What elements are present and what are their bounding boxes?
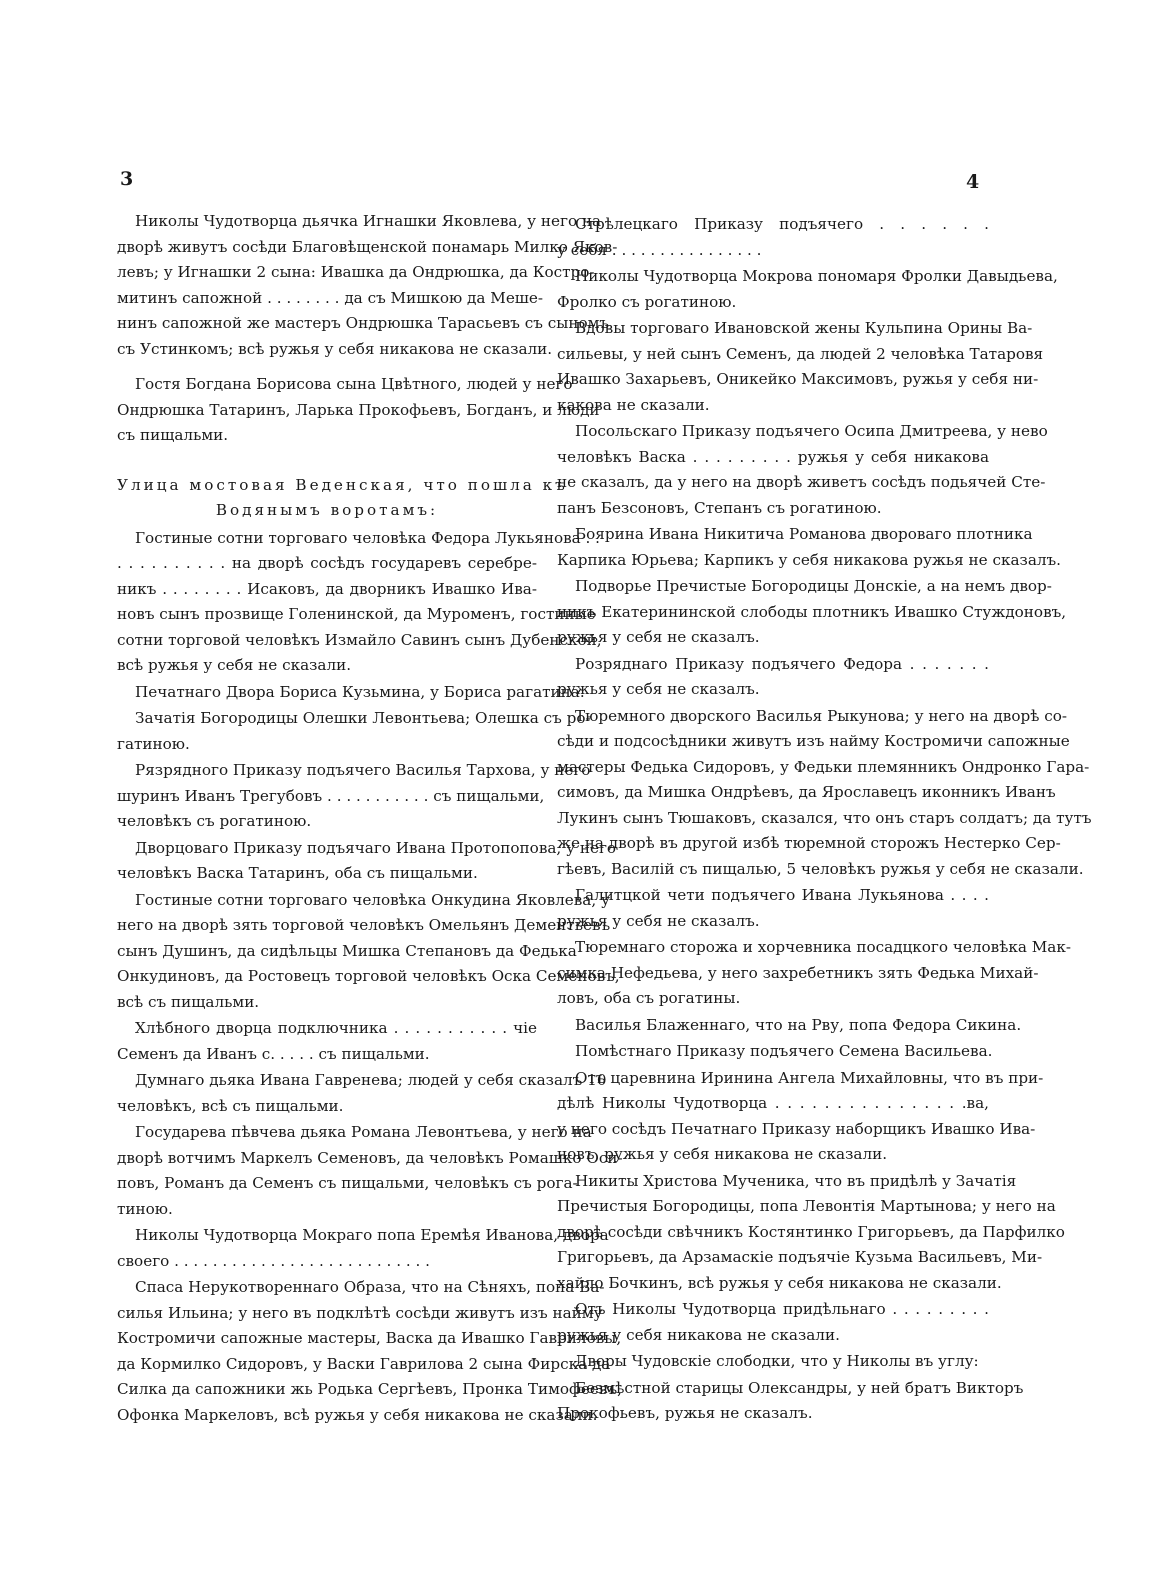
text-line: своего . . . . . . . . . . . . . . . . . . . . . . . . . . .	[117, 1251, 430, 1270]
text-line: панъ Безсоновъ, Степанъ съ рогатиною.	[557, 498, 882, 517]
text-line: Дворцоваго Приказу подъячаго Ивана Протопопова, у него	[135, 838, 617, 857]
paragraph	[557, 1013, 1022, 1039]
text-line: у себя . . . . . . . . . . . . . . . .	[557, 240, 762, 259]
text-line: повъ, Романъ да Семенъ съ пищальми, человѣкъ съ рога-	[117, 1174, 578, 1192]
text-line: митинъ сапожной . . . . . . . . да съ Мишкою да Меше-	[117, 288, 544, 307]
text-line: ружья у себя никакова не сказали.	[557, 1325, 840, 1344]
text-line: Николы Чудотворца дьячка Игнашки Яковлева, у него на	[135, 212, 602, 230]
text-line: Ондрюшка Татаринъ, Ларька Прокофьевъ, Богданъ, и люди	[117, 400, 600, 419]
text-line: ружья у себя не сказалъ.	[557, 628, 760, 646]
text-line: сильевы, у ней сынъ Семенъ, да людей 2 человѣка Татаровя	[557, 344, 1044, 363]
text-line: Розряднаго Приказу подъячего Федора . . . . . . .	[575, 654, 989, 673]
text-line: Боярина Ивана Никитича Романова двороваго плотника	[575, 525, 1033, 543]
text-line: дворѣ вотчимъ Маркелъ Семеновъ, да человѣкъ Ромашко Оси-	[117, 1148, 623, 1167]
text-line: силья Ильина; у него въ подклѣтѣ сосѣди живутъ изъ найму	[117, 1303, 603, 1322]
text-line: Улица мостовая Веденская, что пошла къ	[117, 475, 568, 494]
paragraph	[557, 1349, 989, 1375]
text-line: дворѣ живутъ сосѣди Благовѣщенской понамарь Милко Яков-	[117, 237, 618, 256]
text-line: Думнаго дьяка Ивана Гавренева; людей у себя сказалъ 10	[135, 1071, 607, 1089]
text-line: ружья у себя не сказалъ.	[557, 911, 760, 930]
text-line: Офонка Маркеловъ, всѣ ружья у себя никакова не сказали.	[117, 1405, 598, 1424]
text-line: сѣди и подсосѣдники живутъ изъ найму Костромичи сапожные	[557, 732, 1070, 750]
text-line: симовъ, да Мишка Ондрѣевъ, да Ярославецъ иконникъ Иванъ	[557, 783, 1056, 801]
text-line: . . . . . . . . . . на дворѣ сосѣдъ государевъ серебре-	[117, 554, 537, 572]
text-line: никъ . . . . . . . . Исаковъ, да дворникъ Ивашко Ива-	[117, 579, 537, 598]
paragraph	[117, 209, 618, 362]
paragraph	[557, 264, 1058, 315]
text-line: Гостя Богдана Борисова сына Цвѣтного, людей у него	[135, 375, 573, 393]
text-line: тиною.	[117, 1199, 173, 1218]
text-line: человѣкъ Васка Татаринъ, оба съ пищальми.	[117, 864, 478, 882]
text-line: Тюремнаго сторожа и хорчевника посадцкого человѣка Мак-	[575, 938, 1071, 956]
text-line: мастеры Федька Сидоровъ, у Федьки племянникъ Ондронко Гара-	[557, 757, 1090, 776]
paragraph	[557, 1169, 1065, 1297]
paragraph	[557, 704, 1092, 883]
text-line: шуринъ Иванъ Трегубовъ . . . . . . . . . . . съ пищальми,	[117, 786, 545, 805]
text-line: человѣкъ съ рогатиною.	[117, 812, 312, 830]
text-line: Костромичи сапожные мастеры, Васка да Ивашко Гавриловы,	[117, 1329, 622, 1347]
text-line: Галитцкой чети подъячего Ивана Лукьянова . . . .	[575, 886, 989, 904]
text-line: съ Устинкомъ; всѣ ружья у себя никакова не сказали.	[117, 339, 553, 358]
text-line: Гостиные сотни торговаго человѣка Федора Лукьянова . .	[135, 528, 601, 547]
paragraph	[557, 935, 1071, 1012]
text-line: Стрѣлецкаго Приказу подъячего . . . . . .	[575, 215, 989, 233]
text-line: сотни торговой человѣкъ Измайло Савинъ сынъ Дубенской,	[117, 630, 602, 649]
text-line: Никиты Христова Мученика, что въ придѣлѣ у Зачатія	[575, 1171, 1017, 1190]
paragraph	[117, 680, 585, 706]
text-line: симка Нефедьева, у него захребетникъ зять Федька Михай-	[557, 963, 1039, 982]
text-line: Отъ царевнина Иринина Ангела Михайловны, что въ при-	[575, 1068, 1044, 1087]
text-line: Дворы Чудовскіе слободки, что у Николы въ углу:	[575, 1352, 979, 1370]
text-line: него на дворѣ зять торговой человѣкъ Омельянъ Дементьевъ	[117, 916, 611, 934]
paragraph	[557, 316, 1044, 418]
text-line: хайло Бочкинъ, всѣ ружья у себя никакова не сказали.	[557, 1273, 1002, 1292]
text-line: Тюремного дворского Василья Рыкунова; у него на дворѣ со-	[575, 706, 1067, 725]
text-line: всѣ ружья у себя не сказали.	[117, 656, 352, 674]
paragraph	[117, 836, 617, 887]
text-line: новъ, ружья у себя никакова не сказали.	[557, 1145, 888, 1163]
page-number-right: 4	[966, 171, 980, 193]
text-line: Семенъ да Иванъ с. . . . . съ пищальми.	[117, 1044, 430, 1063]
text-line: Ивашко Захарьевъ, Оникейко Максимовъ, ружья у себя ни-	[557, 370, 1039, 388]
paragraph	[557, 1297, 989, 1348]
text-line: Силка да сапожники жь Родька Сергѣевъ, Пронка Тимофеевъ,	[117, 1380, 622, 1398]
text-line: Вдовы торговаго Ивановской жены Кульпина Орины Ва-	[575, 319, 1033, 337]
text-line: Пречистыя Богородицы, попа Левонтія Мартынова; у него на	[557, 1197, 1056, 1215]
text-line: гѣевъ, Василій съ пищалью, 5 человѣкъ ружья у себя не сказали.	[557, 859, 1084, 878]
text-line: сынъ Душинъ, да сидѣльцы Мишка Степановъ да Федька	[117, 941, 577, 960]
right-column	[557, 212, 1092, 1428]
paragraph	[117, 1120, 623, 1222]
text-line: Гостиные сотни торговаго человѣка Онкудина Яковлева, у	[135, 890, 610, 909]
text-line: новъ сынъ прозвище Голенинской, да Муроменъ, гостиные	[117, 605, 596, 623]
text-line: Хлѣбного дворца подключника . . . . . . . . . . . чіе	[135, 1019, 537, 1037]
text-line: Николы Чудотворца Мокраго попа Еремѣя Иванова, двора	[135, 1226, 609, 1244]
paragraph	[557, 1376, 1024, 1427]
text-line: никъ Екатерининской слободы плотникъ Ивашко Стуждоновъ,	[557, 602, 1067, 621]
paragraph	[117, 706, 591, 757]
text-line: всѣ съ пищальми.	[117, 992, 260, 1011]
paragraph	[117, 526, 602, 679]
text-line: съ пищальми.	[117, 426, 229, 444]
paragraph	[557, 522, 1062, 573]
paragraph	[117, 372, 600, 449]
text-line: Прокофьевъ, ружья не сказалъ.	[557, 1404, 813, 1422]
paragraph	[117, 1275, 622, 1428]
text-line: же на дворѣ въ другой избѣ тюремной сторожъ Нестерко Сер-	[557, 834, 1061, 852]
paragraph	[117, 758, 591, 835]
text-line: левъ; у Игнашки 2 сына: Ивашка да Ондрюшка, да Костро-	[117, 263, 595, 281]
text-line: не сказалъ, да у него на дворѣ живетъ сосѣдъ подьячей Сте-	[557, 473, 1046, 491]
paragraph	[557, 1039, 993, 1065]
text-line: Водянымъ воротамъ:	[215, 501, 439, 519]
text-line: дворѣ сосѣди свѣчникъ Костянтинко Григорьевъ, да Парфилко	[557, 1222, 1065, 1241]
page-number-left: 3	[120, 168, 134, 190]
text-line: Безмѣстной старицы Олександры, у ней братъ Викторъ	[575, 1378, 1024, 1397]
paragraph	[557, 652, 989, 703]
text-line: Онкудиновъ, да Ростовецъ торговой человѣкъ Оска Семеновъ,	[117, 967, 620, 985]
text-line: Василья Блаженнаго, что на Рву, попа Федора Сикина.	[575, 1015, 1022, 1034]
text-line: гатиною.	[117, 734, 190, 753]
paragraph	[117, 1068, 607, 1119]
text-line: какова не сказали.	[557, 395, 710, 414]
text-line: человѣкъ Васка . . . . . . . . . ружья у себя никакова	[557, 447, 989, 466]
paragraph	[117, 1223, 609, 1274]
paragraph	[557, 883, 989, 934]
paragraph	[557, 1066, 1044, 1168]
text-line: Николы Чудотворца Мокрова пономаря Фролки Давыдьева,	[575, 267, 1058, 285]
text-line: Рязрядного Приказу подъячего Василья Тархова, у него	[135, 761, 591, 779]
text-line: Лукинъ сынъ Тюшаковъ, сказался, что онъ старъ солдатъ; да тутъ	[557, 808, 1092, 827]
text-line: ловъ, оба съ рогатины.	[557, 989, 741, 1007]
text-line: Печатнаго Двора Бориса Кузьмина, у Бориса рагатина.	[135, 682, 585, 701]
text-line: Подворье Пречистые Богородицы Донскіе, а на немъ двор-	[575, 577, 1052, 595]
text-line: Помѣстнаго Приказу подъячего Семена Васильева.	[575, 1042, 993, 1060]
text-line: Карпика Юрьева; Карпикъ у себя никакова ружья не сказалъ.	[557, 550, 1062, 569]
paragraph	[557, 212, 989, 263]
text-line: Отъ Николы Чудотворца придѣльнаго . . . . . . . . .	[575, 1300, 989, 1318]
text-line: Спаса Нерукотвореннаго Образа, что на Сѣняхъ, попа Ва-	[135, 1278, 605, 1296]
text-line: Государева пѣвчева дьяка Романа Левонтьева, у него на	[135, 1123, 592, 1141]
text-line: человѣкъ, всѣ съ пищальми.	[117, 1096, 344, 1115]
section-heading	[117, 473, 568, 524]
text-line: Зачатія Богородицы Олешки Левонтьева; Олешка съ ро-	[135, 709, 591, 727]
paragraph	[557, 419, 1048, 521]
paragraph	[117, 1016, 537, 1067]
text-line: нинъ сапожной же мастеръ Ондрюшка Тарасьевъ съ сыномъ	[117, 314, 610, 332]
text-line: Григорьевъ, да Арзамаскіе подъячіе Кузьма Васильевъ, Ми-	[557, 1248, 1043, 1266]
paragraph	[117, 888, 620, 1016]
text-line: Посольскаго Приказу подъячего Осипа Дмитреева, у нево	[575, 422, 1048, 440]
text-line: у него сосѣдъ Печатнаго Приказу наборщикъ Ивашко Ива-	[557, 1119, 1036, 1138]
text-line: ружья у себя не сказалъ.	[557, 680, 760, 698]
text-line: да Кормилко Сидоровъ, у Васки Гаврилова 2 сына Фирска да	[117, 1354, 611, 1373]
left-column	[117, 209, 623, 1429]
paragraph	[557, 574, 1067, 651]
text-line: Фролко съ рогатиною.	[557, 292, 737, 311]
text-line: дѣлѣ Николы Чудотворца . . . . . . . . . . . . . . . .ва,	[557, 1094, 989, 1112]
